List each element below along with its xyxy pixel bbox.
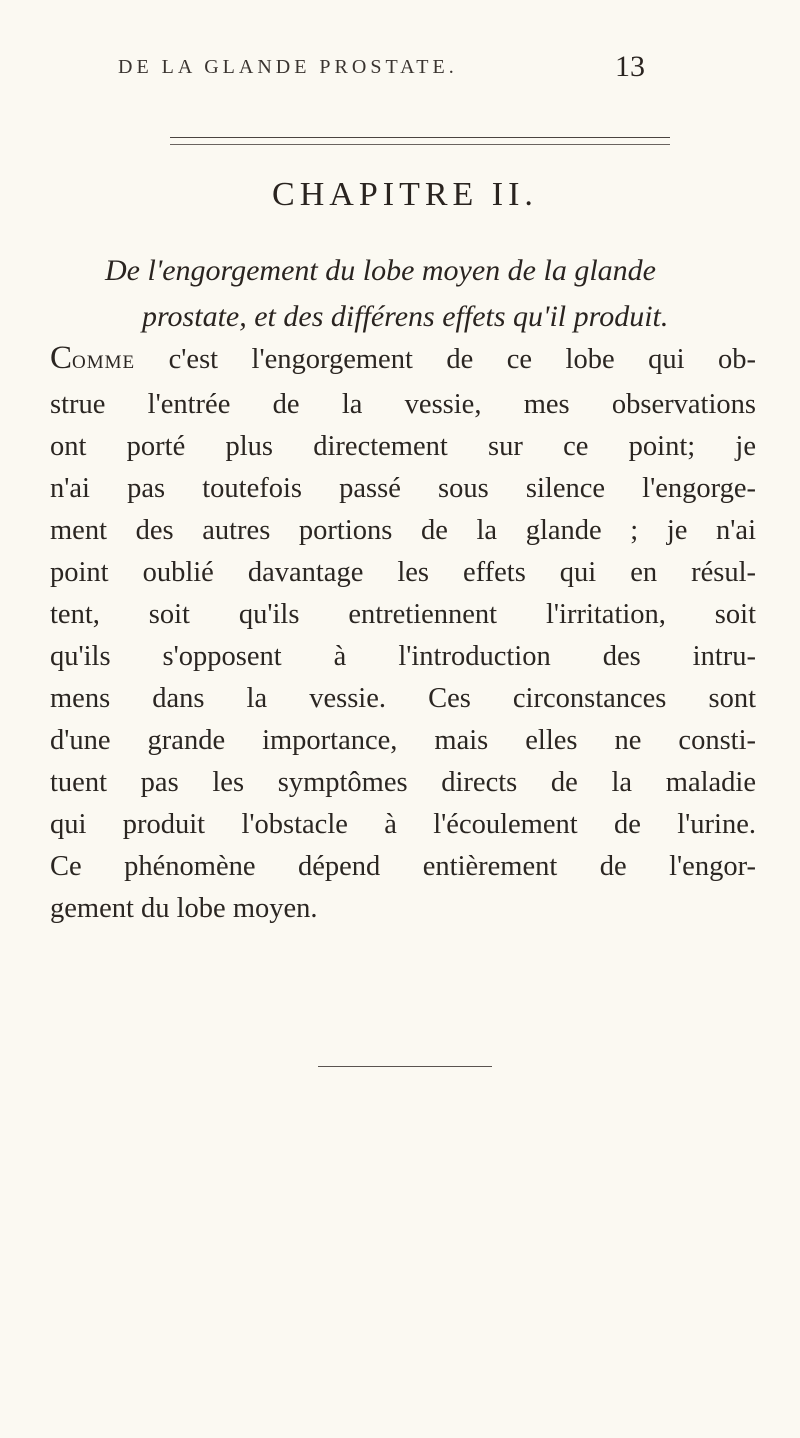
chapter-title: CHAPITRE II. <box>272 176 538 213</box>
smallcaps-word: OMME <box>72 352 136 373</box>
paragraph-line: gement du lobe moyen. <box>50 893 318 924</box>
subtitle-line-1: De l'engorgement du lobe moyen de la glande <box>105 254 656 287</box>
dropcap: C <box>50 340 73 376</box>
paragraph-line: ont porté plus directement sur ce point; je <box>50 431 756 462</box>
paragraph-line: Ce phénomène dépend entièrement de l'engor- <box>50 851 756 882</box>
paragraph-line: tent, soit qu'ils entretiennent l'irritation, soit <box>50 599 756 630</box>
paragraph-line: ment des autres portions de la glande ; je n'ai <box>50 515 756 546</box>
running-head: DE LA GLANDE PROSTATE. <box>118 56 458 78</box>
paragraph-line: point oublié davantage les effets qui en résul- <box>50 557 756 588</box>
paragraph-line: mens dans la vessie. Ces circonstances sont <box>50 683 756 714</box>
paragraph-line: d'une grande importance, mais elles ne consti- <box>50 725 756 756</box>
chapter-subtitle <box>90 248 710 340</box>
paragraph-line: tuent pas les symptômes directs de la maladie <box>50 767 756 798</box>
paragraph-line: strue l'entrée de la vessie, mes observations <box>50 389 756 420</box>
paragraph-line: qui produit l'obstacle à l'écoulement de l'urine. <box>50 809 756 840</box>
page-number: 13 <box>615 50 645 83</box>
body-paragraph <box>50 337 756 930</box>
paragraph-line-text: c'est l'engorgement de ce lobe qui ob- <box>135 344 756 375</box>
paragraph-line: qu'ils s'opposent à l'introduction des intru- <box>50 641 756 672</box>
paragraph-line <box>50 337 756 384</box>
paragraph-line: n'ai pas toutefois passé sous silence l'engorge- <box>50 473 756 504</box>
subtitle-line-2: prostate, et des différens effets qu'il produit. <box>142 300 669 333</box>
header-double-rule <box>170 137 670 145</box>
section-end-rule <box>318 1066 492 1067</box>
